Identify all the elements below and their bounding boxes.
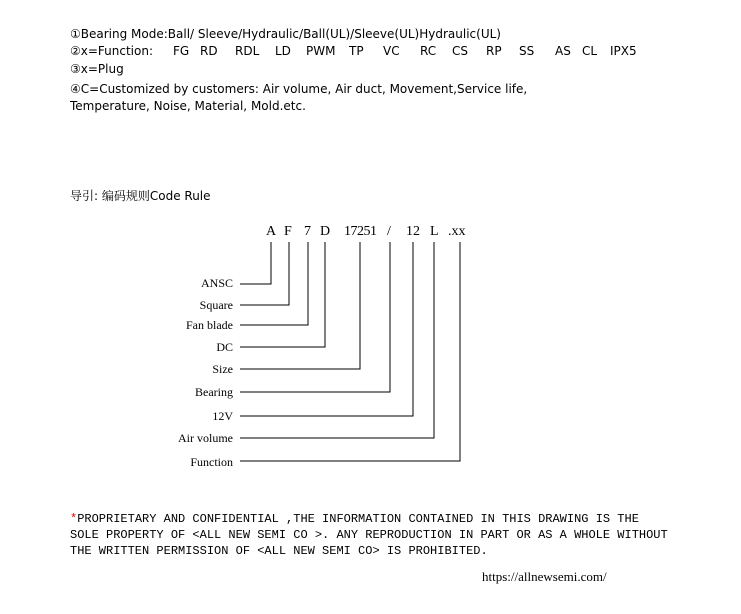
code-rule-title: 导引: 编码规则Code Rule [70,189,211,203]
label-air-volume: Air volume [178,431,233,445]
label-square: Square [199,298,233,312]
label-12v: 12V [212,409,233,423]
asterisk-mark: * [70,512,78,526]
function-item: CL [582,44,598,58]
note-function: ②x=Function: [70,44,153,58]
function-item: VC [383,44,400,58]
code-part-d: D [320,224,331,239]
website-url[interactable]: https://allnewsemi.com/ [482,569,607,584]
label-ansc: ANSC [200,276,233,290]
code-part-a: A [266,224,277,239]
function-item: RD [200,44,218,58]
connector-square [240,242,289,305]
proprietary-line-1 [70,512,639,526]
note-customized-cont: Temperature, Noise, Material, Mold.etc. [70,99,306,113]
function-item: LD [275,44,291,58]
function-item: RDL [235,44,260,58]
function-item: RC [420,44,437,58]
function-item: PWM [306,44,336,58]
code-part-7: 7 [304,224,311,239]
note-bearing-mode: ①Bearing Mode:Ball/ Sleeve/Hydraulic/Ball(UL)/Sleeve(UL)Hydraulic(UL) [70,27,501,41]
connector-ansc [240,242,271,284]
proprietary-line-3: THE WRITTEN PERMISSION OF <ALL NEW SEMI CO> IS PROHIBITED. [70,544,488,558]
function-item: AS [555,44,571,58]
label-function: Function [190,455,233,469]
label-dc: DC [216,340,233,354]
function-item: IPX5 [610,44,637,58]
code-part-f: F [284,224,292,239]
connector-dc [240,242,325,347]
code-part-size: 17251 [344,224,377,239]
function-item: SS [519,44,535,58]
function-item: TP [349,44,364,58]
note-customized: ④C=Customized by customers: Air volume, Air duct, Movement,Service life, [70,82,528,96]
label-fan-blade: Fan blade [186,318,233,332]
connector-12v [240,242,413,416]
code-part-12: 12 [406,224,420,239]
code-part-slash: / [387,224,391,239]
connector-function [240,242,460,461]
function-item: RP [486,44,502,58]
proprietary-line-2: SOLE PROPERTY OF <ALL NEW SEMI CO >. ANY REPRODUCTION IN PART OR AS A WHOLE WITHOUT [70,528,668,542]
label-bearing: Bearing [195,385,233,399]
code-part-l: L [430,224,439,239]
function-item: FG [173,44,190,58]
label-size: Size [212,362,233,376]
code-part-xx: .xx [448,224,466,239]
proprietary-text-1: PROPRIETARY AND CONFIDENTIAL ,THE INFORMATION CONTAINED IN THIS DRAWING IS THE [77,512,639,526]
connector-air-volume [240,242,434,438]
function-item: CS [452,44,468,58]
note-plug: ③x=Plug [70,62,124,76]
